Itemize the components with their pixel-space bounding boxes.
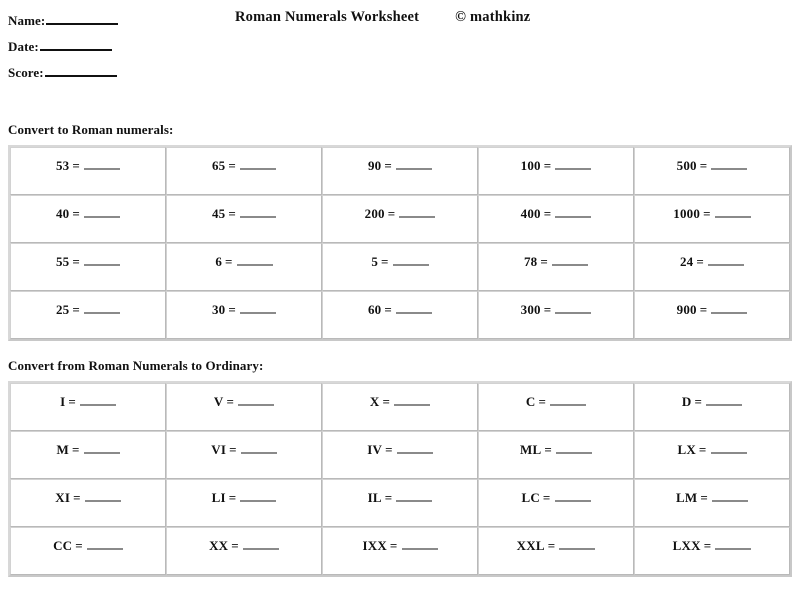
- exercise-cell[interactable]: [166, 243, 322, 291]
- title-block: [235, 9, 530, 26]
- equals-sign: =: [699, 158, 708, 173]
- exercise-expression: [680, 244, 744, 270]
- exercise-table-1-body: [10, 147, 790, 339]
- exercise-expression: [209, 528, 279, 554]
- equals-sign: =: [384, 158, 392, 173]
- answer-blank[interactable]: [241, 441, 277, 454]
- exercise-cell[interactable]: [166, 479, 322, 527]
- exercise-expression: [55, 480, 120, 506]
- table-row: [10, 291, 790, 339]
- answer-blank[interactable]: [87, 537, 123, 550]
- exercise-term: X: [369, 394, 380, 409]
- exercise-term: IL: [367, 490, 382, 505]
- equals-sign: =: [384, 302, 392, 317]
- exercise-term: D: [681, 394, 692, 409]
- exercise-cell[interactable]: [10, 147, 166, 195]
- equals-sign: =: [75, 538, 83, 553]
- exercise-cell[interactable]: [478, 195, 634, 243]
- exercise-cell[interactable]: [478, 243, 634, 291]
- answer-blank[interactable]: [393, 253, 429, 266]
- exercise-cell[interactable]: [478, 147, 634, 195]
- exercise-expression: [56, 196, 120, 222]
- exercise-expression: [215, 244, 272, 270]
- table-row: [10, 479, 790, 527]
- worksheet-header: [0, 0, 800, 100]
- exercise-cell[interactable]: [634, 195, 790, 243]
- exercise-cell[interactable]: [322, 527, 478, 575]
- exercise-expression: [56, 148, 120, 174]
- answer-blank[interactable]: [84, 157, 120, 170]
- answer-blank[interactable]: [84, 253, 120, 266]
- answer-blank[interactable]: [712, 489, 748, 502]
- student-info-block: [8, 8, 228, 86]
- equals-sign: =: [226, 394, 235, 409]
- exercise-term: V: [213, 394, 224, 409]
- answer-blank[interactable]: [84, 301, 120, 314]
- equals-sign: =: [72, 206, 80, 221]
- answer-blank[interactable]: [396, 301, 432, 314]
- equals-sign: =: [703, 206, 711, 221]
- exercise-term: 6: [215, 254, 223, 269]
- answer-blank[interactable]: [706, 393, 742, 406]
- score-field-blank[interactable]: [45, 63, 117, 77]
- exercise-cell[interactable]: [634, 147, 790, 195]
- exercise-term: 900: [676, 302, 697, 317]
- answer-blank[interactable]: [555, 205, 591, 218]
- exercise-table-2: [8, 381, 792, 577]
- equals-sign: =: [694, 394, 703, 409]
- exercise-expression: [368, 148, 432, 174]
- answer-blank[interactable]: [399, 205, 435, 218]
- exercise-cell[interactable]: [166, 383, 322, 431]
- exercise-expression: [673, 528, 752, 554]
- exercise-term: 500: [676, 158, 697, 173]
- answer-blank[interactable]: [240, 205, 276, 218]
- exercise-expression: [211, 432, 276, 458]
- date-field-row: [8, 34, 228, 60]
- answer-blank[interactable]: [711, 441, 747, 454]
- exercise-cell[interactable]: [634, 479, 790, 527]
- answer-blank[interactable]: [396, 157, 432, 170]
- equals-sign: =: [387, 206, 396, 221]
- answer-blank[interactable]: [556, 441, 592, 454]
- exercise-term: VI: [211, 442, 227, 457]
- equals-sign: =: [73, 490, 81, 505]
- table-row: [10, 147, 790, 195]
- exercise-cell[interactable]: [478, 527, 634, 575]
- exercise-term: 53: [55, 158, 70, 173]
- exercise-term: I: [60, 394, 66, 409]
- table-row: [10, 431, 790, 479]
- answer-blank[interactable]: [80, 393, 116, 406]
- exercise-term: IV: [367, 442, 383, 457]
- answer-blank[interactable]: [240, 489, 276, 502]
- equals-sign: =: [68, 394, 76, 409]
- exercise-expression: [370, 384, 430, 410]
- exercise-cell[interactable]: [10, 243, 166, 291]
- table-row: [10, 383, 790, 431]
- equals-sign: =: [544, 442, 552, 457]
- equals-sign: =: [547, 538, 556, 553]
- answer-blank[interactable]: [240, 301, 276, 314]
- exercise-cell[interactable]: [322, 479, 478, 527]
- exercise-expression: [676, 480, 748, 506]
- answer-blank[interactable]: [238, 393, 274, 406]
- exercise-cell[interactable]: [322, 147, 478, 195]
- answer-blank[interactable]: [550, 393, 586, 406]
- exercise-term: M: [56, 442, 69, 457]
- exercise-term: 30: [211, 302, 226, 317]
- answer-blank[interactable]: [711, 157, 747, 170]
- exercise-term: 65: [211, 158, 226, 173]
- exercise-expression: [521, 480, 590, 506]
- section-heading-2: Convert from Roman Numerals to Ordinary:: [8, 358, 264, 373]
- exercise-expression: [212, 292, 276, 318]
- exercise-expression: [362, 528, 437, 554]
- answer-blank[interactable]: [555, 301, 591, 314]
- equals-sign: =: [700, 490, 708, 505]
- page-title: Roman Numerals Worksheet: [235, 9, 420, 25]
- equals-sign: =: [538, 394, 547, 409]
- exercise-expression: [371, 244, 428, 270]
- exercise-cell[interactable]: [322, 383, 478, 431]
- exercise-term: LC: [521, 490, 540, 505]
- equals-sign: =: [703, 538, 712, 553]
- equals-sign: =: [699, 302, 708, 317]
- exercise-cell[interactable]: [634, 431, 790, 479]
- exercise-expression: [214, 384, 274, 410]
- exercise-term: LM: [676, 490, 698, 505]
- exercise-cell[interactable]: [322, 243, 478, 291]
- exercise-expression: [677, 148, 748, 174]
- exercise-expression: [521, 292, 592, 318]
- exercise-term: 200: [364, 206, 385, 221]
- answer-blank[interactable]: [559, 537, 595, 550]
- exercise-cell[interactable]: [478, 431, 634, 479]
- section-heading-1: Convert to Roman numerals:: [8, 122, 174, 137]
- exercise-term: LX: [677, 442, 696, 457]
- exercise-cell[interactable]: [478, 383, 634, 431]
- exercise-expression: [368, 480, 433, 506]
- date-field-blank[interactable]: [40, 37, 112, 51]
- name-field-row: [8, 8, 228, 34]
- answer-blank[interactable]: [555, 489, 591, 502]
- exercise-cell[interactable]: [10, 431, 166, 479]
- equals-sign: =: [228, 206, 236, 221]
- exercise-expression: [53, 528, 123, 554]
- answer-blank[interactable]: [715, 205, 751, 218]
- exercise-expression: [526, 384, 586, 410]
- exercise-expression: [521, 196, 592, 222]
- exercise-cell[interactable]: [10, 195, 166, 243]
- exercise-table-1: [8, 145, 792, 341]
- exercise-term: 300: [520, 302, 541, 317]
- name-field-blank[interactable]: [46, 11, 118, 25]
- exercise-cell[interactable]: [322, 195, 478, 243]
- equals-sign: =: [229, 442, 237, 457]
- exercise-cell[interactable]: [634, 527, 790, 575]
- exercise-term: LXX: [672, 538, 701, 553]
- equals-sign: =: [72, 158, 80, 173]
- answer-blank[interactable]: [552, 253, 588, 266]
- exercise-cell[interactable]: [478, 479, 634, 527]
- equals-sign: =: [542, 490, 551, 505]
- equals-sign: =: [698, 442, 707, 457]
- exercise-term: 60: [367, 302, 382, 317]
- exercise-cell[interactable]: [322, 291, 478, 339]
- exercise-cell[interactable]: [10, 383, 166, 431]
- exercise-expression: [673, 196, 750, 222]
- exercise-term: IXX: [362, 538, 387, 553]
- equals-sign: =: [231, 538, 239, 553]
- answer-blank[interactable]: [394, 393, 430, 406]
- exercise-term: C: [525, 394, 536, 409]
- date-field-label: Date:: [8, 39, 39, 54]
- table-row: [10, 527, 790, 575]
- equals-sign: =: [72, 254, 80, 269]
- answer-blank[interactable]: [85, 489, 121, 502]
- exercise-term: 24: [679, 254, 694, 269]
- exercise-term: 1000: [673, 206, 701, 221]
- section-convert-from-roman: [0, 358, 800, 577]
- exercise-term: CC: [53, 538, 73, 553]
- exercise-term: ML: [520, 442, 542, 457]
- answer-blank[interactable]: [402, 537, 438, 550]
- exercise-term: 25: [55, 302, 70, 317]
- name-field-label: Name:: [8, 13, 46, 28]
- exercise-cell[interactable]: [478, 291, 634, 339]
- equals-sign: =: [71, 442, 80, 457]
- answer-blank[interactable]: [711, 301, 747, 314]
- equals-sign: =: [381, 254, 389, 269]
- exercise-table-2-body: [10, 383, 790, 575]
- answer-blank[interactable]: [555, 157, 591, 170]
- exercise-expression: [517, 528, 596, 554]
- exercise-cell[interactable]: [166, 431, 322, 479]
- equals-sign: =: [72, 302, 80, 317]
- answer-blank[interactable]: [243, 537, 279, 550]
- exercise-term: 400: [520, 206, 541, 221]
- exercise-term: LI: [211, 490, 226, 505]
- answer-blank[interactable]: [397, 441, 433, 454]
- exercise-term: 45: [211, 206, 226, 221]
- exercise-expression: [212, 196, 276, 222]
- exercise-cell[interactable]: [166, 195, 322, 243]
- exercise-cell[interactable]: [166, 527, 322, 575]
- exercise-term: 78: [523, 254, 538, 269]
- exercise-expression: [521, 148, 592, 174]
- equals-sign: =: [385, 442, 393, 457]
- answer-blank[interactable]: [708, 253, 744, 266]
- exercise-term: 40: [55, 206, 70, 221]
- exercise-cell[interactable]: [634, 243, 790, 291]
- exercise-expression: [60, 384, 116, 410]
- equals-sign: =: [543, 158, 552, 173]
- exercise-expression: [520, 432, 592, 458]
- equals-sign: =: [696, 254, 704, 269]
- exercise-expression: [56, 244, 120, 270]
- equals-sign: =: [228, 490, 237, 505]
- exercise-term: 55: [55, 254, 70, 269]
- answer-blank[interactable]: [396, 489, 432, 502]
- equals-sign: =: [228, 158, 236, 173]
- answer-blank[interactable]: [715, 537, 751, 550]
- exercise-expression: [682, 384, 742, 410]
- exercise-cell[interactable]: [10, 291, 166, 339]
- exercise-expression: [677, 432, 746, 458]
- exercise-expression: [212, 480, 277, 506]
- score-field-label: Score:: [8, 65, 44, 80]
- equals-sign: =: [540, 254, 548, 269]
- table-row: [10, 243, 790, 291]
- exercise-term: XX: [209, 538, 229, 553]
- exercise-expression: [212, 148, 276, 174]
- table-row: [10, 195, 790, 243]
- answer-blank[interactable]: [237, 253, 273, 266]
- exercise-expression: [367, 432, 432, 458]
- exercise-term: 100: [520, 158, 541, 173]
- score-field-row: [8, 60, 228, 86]
- answer-blank[interactable]: [84, 205, 120, 218]
- equals-sign: =: [543, 206, 552, 221]
- equals-sign: =: [384, 490, 393, 505]
- equals-sign: =: [225, 254, 233, 269]
- exercise-cell[interactable]: [166, 291, 322, 339]
- exercise-expression: [677, 292, 748, 318]
- exercise-expression: [368, 292, 432, 318]
- answer-blank[interactable]: [84, 441, 120, 454]
- exercise-cell[interactable]: [634, 383, 790, 431]
- exercise-expression: [56, 292, 120, 318]
- exercise-cell[interactable]: [10, 479, 166, 527]
- exercise-term: XI: [55, 490, 71, 505]
- exercise-term: XXL: [516, 538, 545, 553]
- exercise-cell[interactable]: [322, 431, 478, 479]
- exercise-cell[interactable]: [10, 527, 166, 575]
- exercise-expression: [56, 432, 119, 458]
- answer-blank[interactable]: [240, 157, 276, 170]
- section-convert-to-roman: [0, 122, 800, 341]
- equals-sign: =: [228, 302, 236, 317]
- exercise-term: 90: [367, 158, 382, 173]
- exercise-expression: [365, 196, 436, 222]
- equals-sign: =: [382, 394, 391, 409]
- exercise-cell[interactable]: [634, 291, 790, 339]
- equals-sign: =: [389, 538, 398, 553]
- exercise-cell[interactable]: [166, 147, 322, 195]
- exercise-term: 5: [371, 254, 379, 269]
- equals-sign: =: [543, 302, 552, 317]
- exercise-expression: [524, 244, 588, 270]
- copyright-notice: © mathkinz: [455, 9, 531, 25]
